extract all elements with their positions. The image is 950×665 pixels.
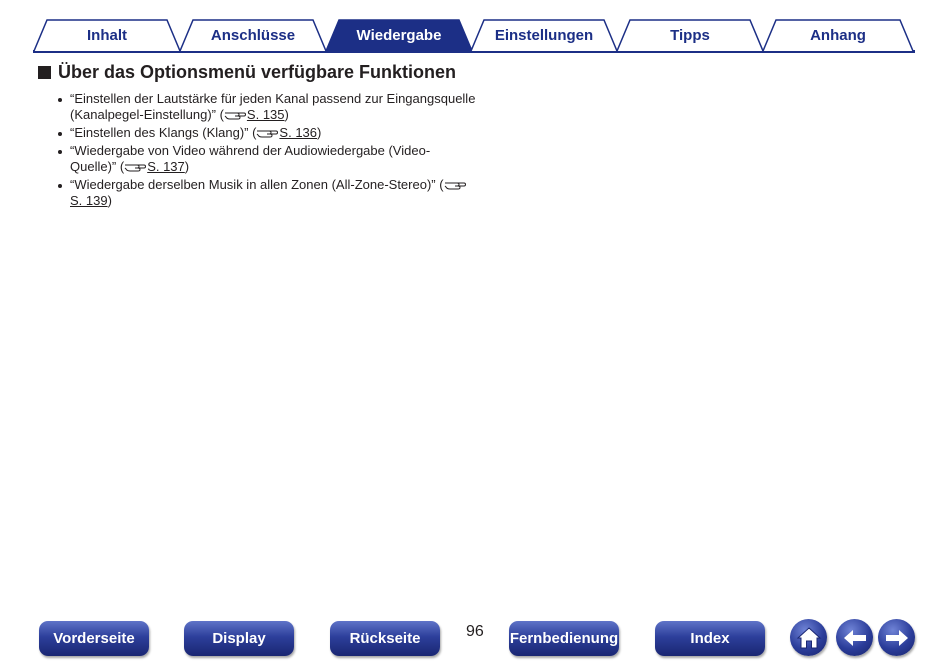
page-reference: S. 136 xyxy=(279,125,318,140)
list-item xyxy=(56,125,476,141)
page-reference-link[interactable] xyxy=(124,159,185,174)
tab-label: Wiedergabe xyxy=(356,26,442,44)
list-item-text: “Einstellen des Klangs (Klang)” ( xyxy=(70,125,257,140)
remote-control-button[interactable] xyxy=(509,621,619,656)
list-item xyxy=(56,177,476,209)
square-bullet-icon xyxy=(38,66,51,79)
list-item-text: “Einstellen der Lautstärke für jeden Kanal passend zur Eingangsquelle (Kanalpegel-Einstellung)” ( xyxy=(70,91,476,122)
tab-einstellungen[interactable] xyxy=(470,18,618,51)
index-label: Index xyxy=(690,630,730,647)
chapter-tab-bar xyxy=(0,0,950,56)
list-item xyxy=(56,143,476,175)
section-title: Über das Optionsmenü verfügbare Funktionen xyxy=(58,62,457,82)
page-reference: S. 135 xyxy=(246,107,285,122)
page-reference-link[interactable] xyxy=(256,125,317,140)
closing-paren: ) xyxy=(317,125,322,140)
home-icon xyxy=(796,626,822,650)
remote-control-label: Fernbedienung xyxy=(509,630,619,647)
tab-wiedergabe[interactable] xyxy=(325,18,473,51)
list-item xyxy=(56,91,476,123)
pointing-hand-icon xyxy=(224,109,246,121)
tab-label: Anschlüsse xyxy=(210,26,296,44)
list-item-text: “Wiedergabe derselben Musik in allen Zonen (All-Zone-Stereo)” ( xyxy=(70,177,444,192)
back-panel-label: Rückseite xyxy=(349,630,421,647)
index-button[interactable] xyxy=(655,621,765,656)
home-button[interactable] xyxy=(790,619,827,656)
back-panel-button[interactable] xyxy=(330,621,440,656)
tab-inhalt[interactable] xyxy=(33,18,181,51)
closing-paren: ) xyxy=(284,107,289,122)
arrow-right-icon xyxy=(884,628,910,648)
closing-paren: ) xyxy=(184,159,190,174)
pointing-hand-icon xyxy=(124,161,146,173)
display-button[interactable] xyxy=(184,621,294,656)
forward-button[interactable] xyxy=(878,619,915,656)
pointing-hand-icon xyxy=(444,179,466,191)
function-list xyxy=(56,91,476,211)
page-reference-link[interactable] xyxy=(224,107,285,122)
tab-label: Inhalt xyxy=(87,26,127,44)
front-page-button[interactable] xyxy=(39,621,149,656)
back-button[interactable] xyxy=(836,619,873,656)
page-reference: S. 139 xyxy=(70,193,108,208)
page-number: 96 xyxy=(466,623,484,640)
tab-anhang[interactable] xyxy=(762,18,914,51)
page-reference: S. 137 xyxy=(147,159,185,174)
tab-tipps[interactable] xyxy=(616,18,764,51)
front-page-label: Vorderseite xyxy=(53,630,135,647)
arrow-left-icon xyxy=(842,628,868,648)
list-item-text: “Wiedergabe von Video während der Audiowiedergabe (Video-Quelle)” ( xyxy=(70,143,431,174)
tab-label: Tipps xyxy=(670,26,710,44)
closing-paren: ) xyxy=(107,193,112,208)
display-label: Display xyxy=(212,630,266,647)
tab-label: Einstellungen xyxy=(494,26,594,44)
tab-label: Anhang xyxy=(810,26,866,44)
tab-anschluesse[interactable] xyxy=(179,18,327,51)
pointing-hand-icon xyxy=(256,127,278,139)
section-heading xyxy=(38,62,456,83)
